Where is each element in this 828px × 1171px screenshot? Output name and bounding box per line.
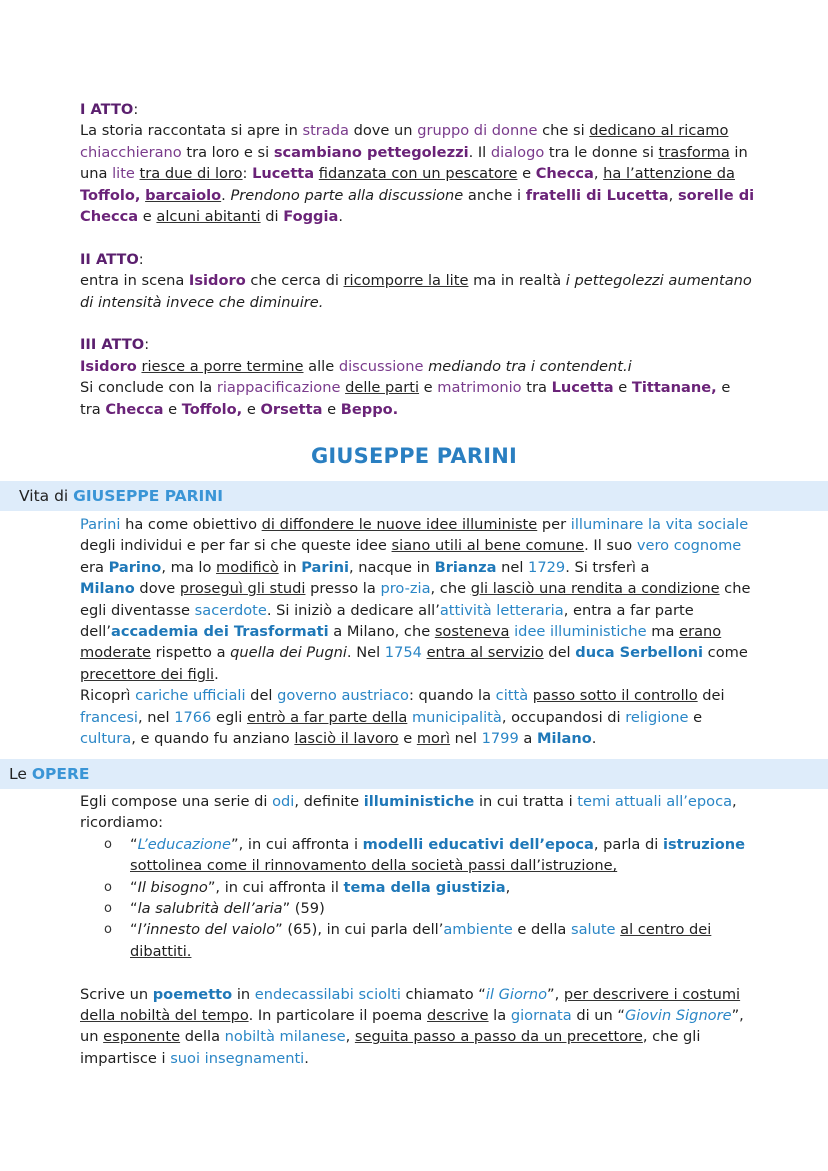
- opere-list: [80, 834, 760, 962]
- vita-band-name: GIUSEPPE PARINI: [73, 487, 224, 505]
- list-item: o “la salubrità dell’aria” (59): [80, 898, 760, 919]
- poemetto-paragraph: Scrive un poemetto in endecassilabi sciolti chiamato “il Giorno”, per descrivere i costumi della nobiltà del tempo. In particolare il poema descrive la giornata di un “Giovin Signore”, un esponente della nobiltà milanese, seguita passo a passo da un precettore, che gli impartisce i suoi insegnamenti.: [80, 985, 744, 1067]
- list-item: o “L’educazione”, in cui affronta i modelli educativi dell’epoca, parla di istruzione sottolinea come il rinnovamento della società passi dall’istruzione,: [80, 834, 760, 877]
- opere-band-prefix: Le: [9, 765, 32, 783]
- vita-band-prefix: Vita di: [19, 487, 74, 505]
- atto-1-heading: I ATTO:: [80, 101, 139, 118]
- opere-intro: Egli compose una serie di odi, definite illuministiche in cui tratta i temi attuali all’epoca, ricordiamo:: [80, 793, 737, 832]
- vita-paragraph: Parini ha come obiettivo di diffondere le nuove idee illuministe per illuminare la vita sociale degli individui e per far si che queste idee siano utili al bene comune. Il suo vero cognome era Parino, ma lo modificò in Parini, nacque in Brianza nel 1729. Si trsferì a Milano dove proseguì gli studi presso la pro-zia, che gli lasciò una rendita a condizione che egli diventasse sacerdote. Si iniziò a dedicare all’attività letteraria, entra a far parte dell’accademia dei Trasformati a Milano, che sosteneva idee illuministiche ma erano moderate rispetto a quella dei Pugni. Nel 1754 entra al servizio del duca Serbelloni come precettore dei figli. Ricoprì cariche ufficiali del governo austriaco: quando la città passo sotto il controllo dei francesi, nel 1766 egli entrò a far parte della municipalità, occupandosi di religione e cultura, e quando fu anziano lasciò il lavoro e morì nel 1799 a Milano.: [80, 516, 751, 748]
- opere-section-band: [0, 759, 828, 789]
- list-item: o “Il bisogno”, in cui affronta il tema della giustizia,: [80, 877, 760, 898]
- list-item: o “l’innesto del vaiolo” (65), in cui parla dell’ambiente e della salute al centro dei dibattiti.: [80, 919, 760, 962]
- atto-3-heading: III ATTO:: [80, 336, 150, 354]
- page-title: GIUSEPPE PARINI: [310, 444, 518, 468]
- atto-3-paragraph: Isidoro riesce a porre termine alle discussione mediando tra i contendent.i Si conclude con la riappacificazione delle parti e matrimonio tra Lucetta e Tittanane, e tra Checca e Toffolo, e Orsetta e Beppo.: [80, 357, 731, 418]
- atto-2-paragraph: entra in scena Isidoro che cerca di ricomporre la lite ma in realtà i pettegolezzi aumentano di intensità invece che diminuire.: [80, 272, 752, 311]
- atto-1-section: [80, 99, 760, 420]
- opere-section: [80, 791, 760, 1069]
- atto-2-heading: II ATTO:: [80, 250, 144, 268]
- opere-band-name: OPERE: [31, 765, 90, 783]
- atto-1-paragraph: La storia raccontata si apre in strada dove un gruppo di donne che si dedicano al ricamo chiacchierano tra loro e si scambiano pettegolezzi. Il dialogo tra le donne si trasforma in una lite tra due di loro: Lucetta fidanzata con un pescatore e Checca, ha l’attenzione da Toffolo, barcaiolo. Prendono parte alla discussione anche i fratelli di Lucetta, sorelle di Checca e alcuni abitanti di Foggia.: [80, 122, 755, 226]
- vita-section: [80, 514, 760, 749]
- vita-section-band: [0, 481, 828, 511]
